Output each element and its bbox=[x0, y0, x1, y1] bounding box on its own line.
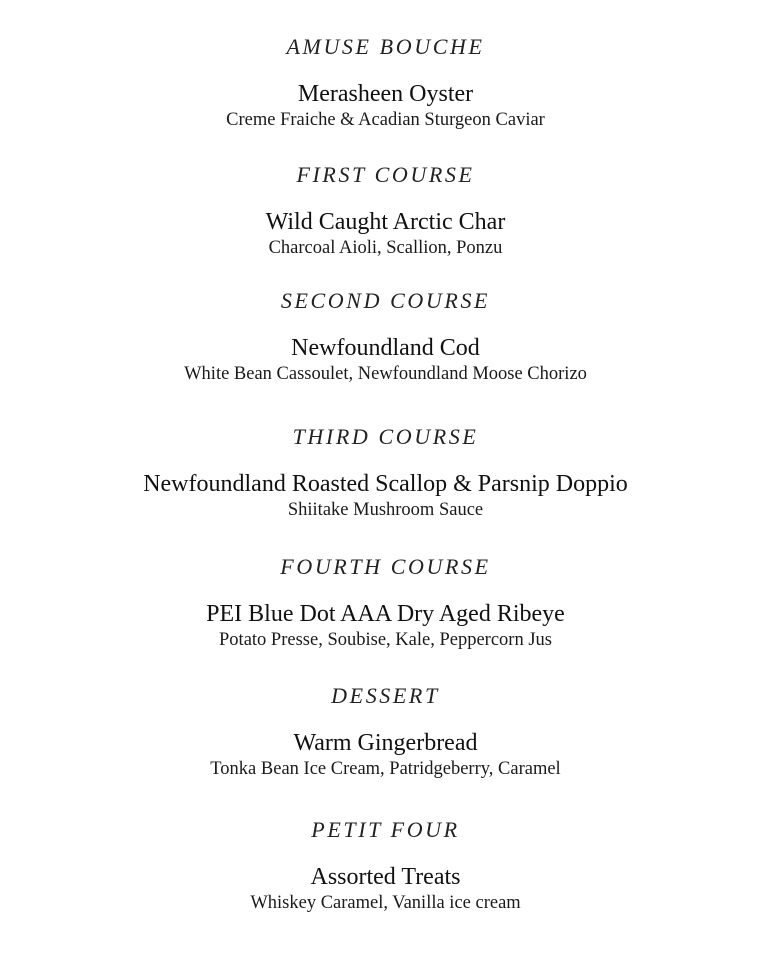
dish-name: Merasheen Oyster bbox=[297, 81, 474, 107]
dish-description: Tonka Bean Ice Cream, Patridgeberry, Caramel bbox=[210, 759, 561, 779]
course-heading: PETIT FOUR bbox=[311, 817, 460, 842]
course-heading: FOURTH COURSE bbox=[280, 554, 491, 579]
dish-name: Assorted Treats bbox=[310, 864, 461, 890]
course-fourth bbox=[0, 554, 771, 652]
dish-name: PEI Blue Dot AAA Dry Aged Ribeye bbox=[206, 601, 565, 627]
course-amuse-bouche bbox=[0, 34, 771, 132]
course-second bbox=[0, 288, 771, 386]
course-first bbox=[0, 162, 771, 260]
course-heading: DESSERT bbox=[331, 683, 440, 708]
course-heading: SECOND COURSE bbox=[280, 288, 491, 313]
course-heading: FIRST COURSE bbox=[296, 162, 475, 187]
dish-name: Wild Caught Arctic Char bbox=[265, 209, 506, 235]
course-dessert bbox=[0, 683, 771, 781]
course-petit-four bbox=[0, 817, 771, 915]
dish-description: Potato Presse, Soubise, Kale, Peppercorn Jus bbox=[219, 630, 552, 650]
dish-description: Creme Fraiche & Acadian Sturgeon Caviar bbox=[226, 110, 545, 130]
dish-name: Newfoundland Roasted Scallop & Parsnip Doppio bbox=[143, 471, 628, 497]
dish-name: Warm Gingerbread bbox=[293, 730, 478, 756]
course-third bbox=[0, 424, 771, 522]
dish-description: Whiskey Caramel, Vanilla ice cream bbox=[250, 893, 521, 913]
dish-description: Shiitake Mushroom Sauce bbox=[287, 500, 484, 520]
dish-description: Charcoal Aioli, Scallion, Ponzu bbox=[268, 238, 503, 258]
course-heading: AMUSE BOUCHE bbox=[286, 34, 485, 59]
dish-name: Newfoundland Cod bbox=[291, 335, 480, 361]
dish-description: White Bean Cassoulet, Newfoundland Moose Chorizo bbox=[184, 364, 587, 384]
course-heading: THIRD COURSE bbox=[292, 424, 479, 449]
